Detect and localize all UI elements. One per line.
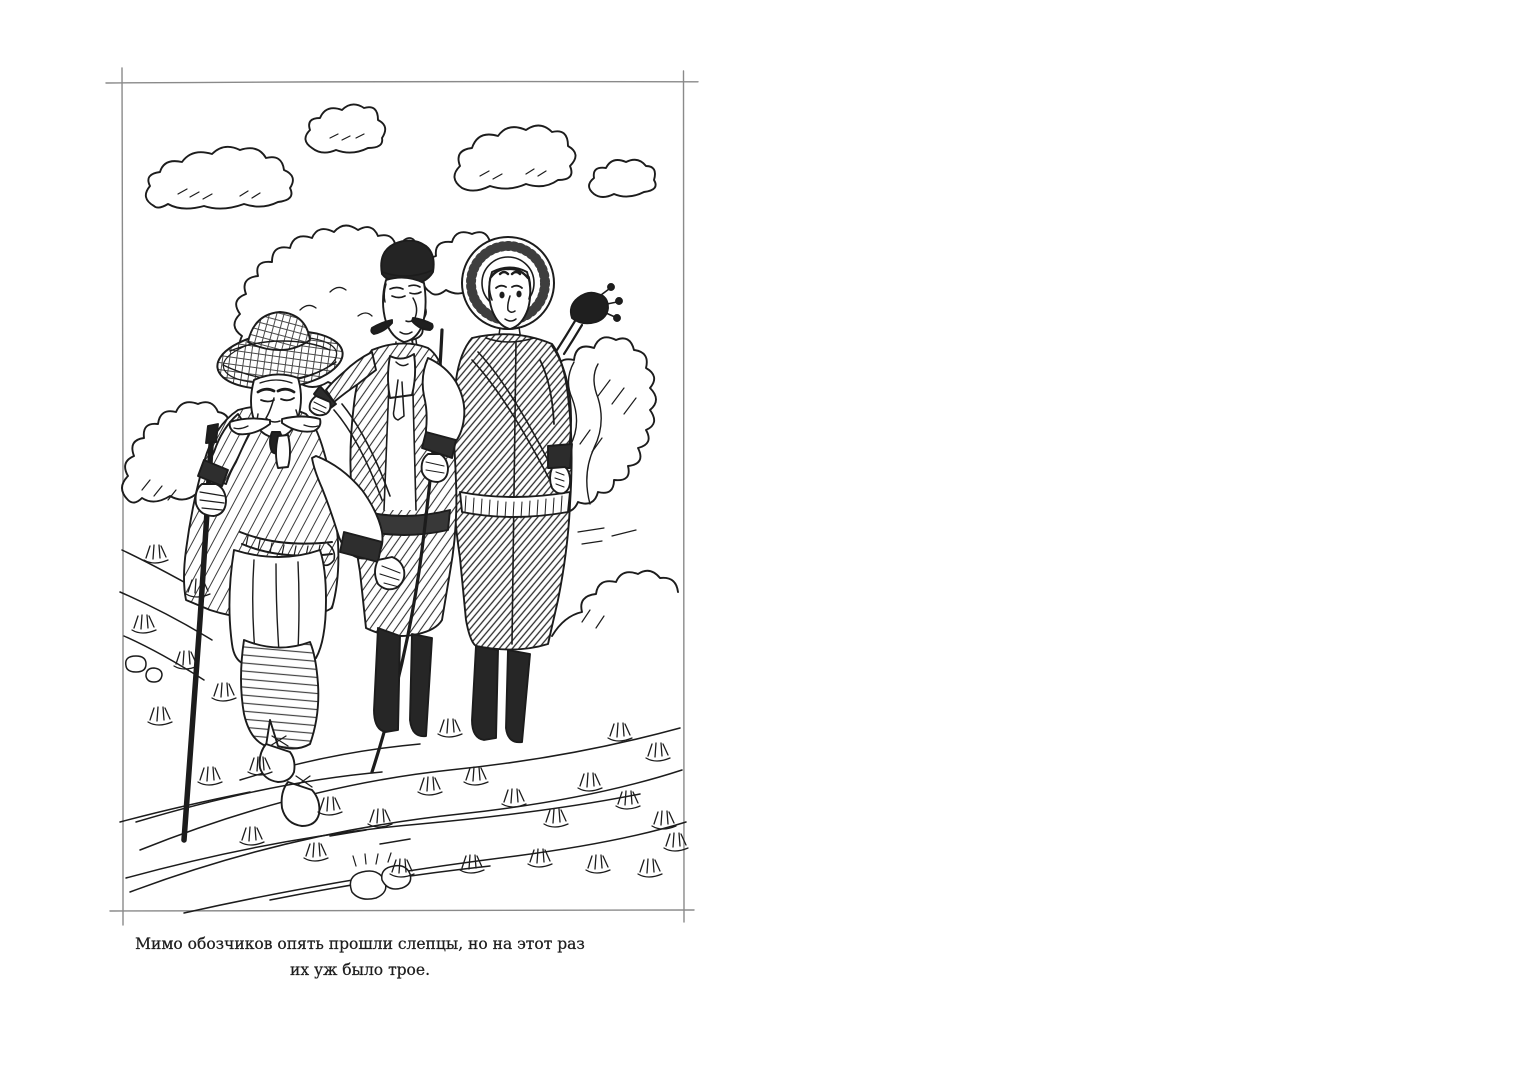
clouds xyxy=(146,104,656,208)
caption-line: их уж было трое. xyxy=(289,961,430,979)
caption-line: Мимо обозчиков опять прошли слепцы, но на этот раз xyxy=(135,935,585,953)
illustration-caption xyxy=(80,931,640,983)
illustration-drawing xyxy=(120,80,686,913)
right-page xyxy=(764,0,1527,1080)
